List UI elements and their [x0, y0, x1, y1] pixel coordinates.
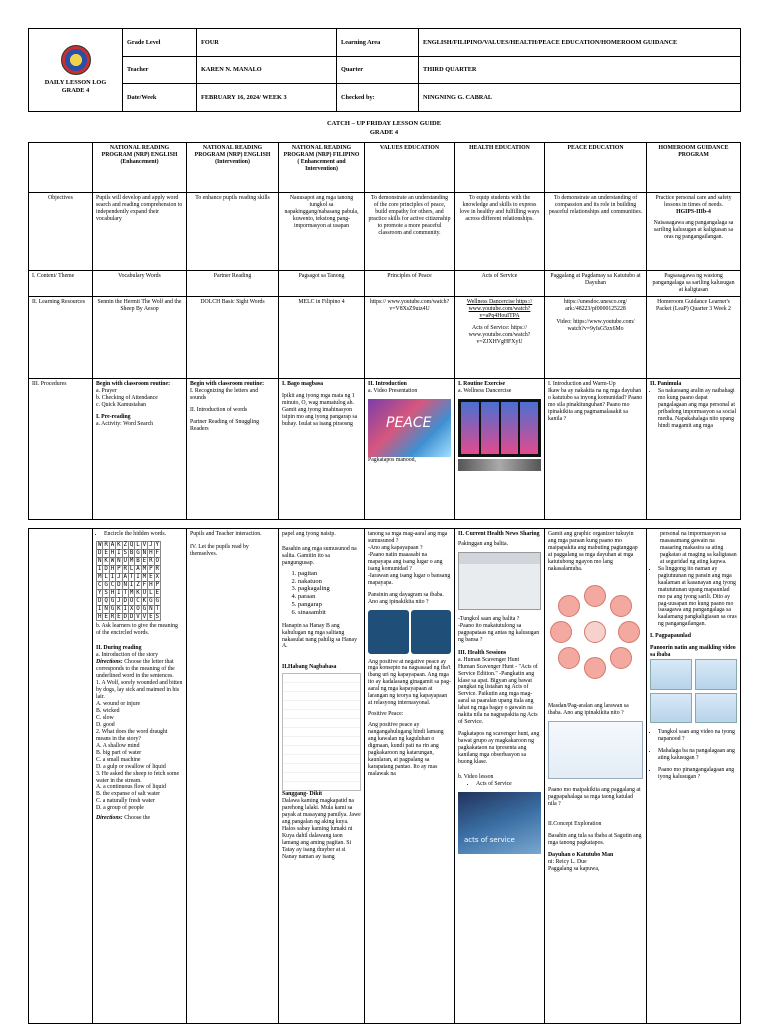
p2-eng-enh-dir-label: Directions: — [96, 659, 123, 666]
word-search-cell[interactable]: E — [142, 557, 147, 564]
word-search-cell[interactable]: L — [136, 541, 140, 548]
p2-val-1: tanong sa mga mag-aaral ang mga sumusunod ? — [368, 531, 448, 544]
column-header-row — [29, 143, 741, 193]
checked-label: Checked by: — [337, 84, 419, 112]
procedures-label: III. Procedures — [29, 378, 93, 519]
deped-seal-icon — [61, 45, 91, 75]
header-table — [28, 28, 741, 112]
proc-eng-enh-line-5: I. Pre-reading — [96, 413, 131, 420]
grade-level-value: FOUR — [197, 29, 337, 57]
p2-hea-5: III. Health Sessions — [458, 649, 507, 656]
obj-hg-code: HGIPS-IIIb-4 — [676, 208, 711, 215]
word-search-cell[interactable]: G — [149, 597, 153, 604]
col-header-health: HEALTH EDUCATION — [455, 143, 545, 193]
word-search-cell[interactable]: Y — [97, 589, 102, 596]
content-label: I. Content/ Theme — [29, 271, 93, 297]
word-search-cell[interactable]: G — [136, 549, 140, 556]
word-search-row — [97, 581, 161, 589]
obj-health: To equip students with the knowledge and skills to express love in healthy and fulfilling ways across different relationships. — [455, 193, 545, 271]
peace-video-thumbnail-text: PEACE — [386, 414, 432, 431]
word-search-cell[interactable]: K — [117, 541, 121, 548]
proc-fil-line-1: I. Bago magbasa — [282, 380, 324, 387]
checked-value: NINGNING G. CABRAL — [419, 84, 741, 112]
word-search-cell[interactable]: O — [129, 597, 134, 604]
p2-val-4: -Iarawan ang isang lugar o bansang mapayapa. — [368, 572, 451, 586]
proc-values — [365, 378, 455, 519]
word-search-cell[interactable]: D — [123, 613, 127, 620]
word-search-cell[interactable]: H — [110, 565, 115, 572]
word-search-cell[interactable]: M — [129, 589, 134, 596]
proc-eng-enh-line-6: a. Activity: Word Search — [96, 420, 154, 427]
proc-val-line-3: Pagkatapos manood, — [368, 456, 416, 463]
proc-pea-line-1: I. Introduction and Warm-Up — [548, 380, 616, 387]
p2-val-8: Ang positive peace ay nangangahulugang hindi lamang ang kawalan ng kaguluhan o digmaan, kundi pati na rin ang pagkakaroon ng katarungan, kaunlaran, at pagpalang sa karapatang pantao. Ito ay mas malawak na — [368, 722, 444, 777]
content-row — [29, 271, 741, 297]
question-line: B. big part of water — [96, 749, 142, 756]
word-search-row — [97, 589, 161, 597]
res-peace-video[interactable]: Video: https://www.youtube.com/ watch?v=9yIsG5zx6Mo — [556, 318, 635, 332]
proc-eng-int — [187, 378, 279, 519]
question-line: 1. A Wolf, sorely wounded and bitten by dogs, lay sick and maimed in his lair. — [96, 680, 183, 701]
word-search-grid — [96, 541, 161, 622]
p2-hea-1: II. Current Health News Sharing — [458, 531, 540, 537]
p2-eng-int — [187, 529, 279, 1024]
word-search-cell[interactable]: K — [142, 597, 147, 604]
word-search-cell[interactable]: Z — [136, 581, 140, 588]
word-search-row — [97, 613, 161, 621]
word-search-cell[interactable]: M — [97, 573, 102, 580]
word-search-cell[interactable]: R — [149, 557, 153, 564]
word-search-cell[interactable]: I — [129, 581, 134, 588]
p2-hea-9: b. Video lesson — [458, 773, 494, 780]
guide-grade-text: GRADE 4 — [369, 128, 399, 136]
word-search-cell[interactable]: H — [149, 549, 153, 556]
p2-eng-int-1: Pupils and Teacher interaction. — [190, 531, 262, 537]
word-search-cell[interactable]: J — [149, 541, 153, 548]
p2-eng-enh — [93, 529, 187, 1024]
word-search-cell[interactable]: G — [110, 597, 115, 604]
proc-hea-line-1: I. Routine Exercise — [458, 380, 506, 387]
word-search-cell[interactable]: B — [136, 557, 140, 564]
word-search-cell[interactable]: U — [123, 557, 127, 564]
proc-hg-line-2: • Sa nakaraang aralin ay naibahagi mo kung paano dapat pangalagaan ang mga personal at pribadong impormasyon sa social media. Napakahalaga nito upang hindi magamit ang mga — [658, 388, 737, 430]
res-fil: MELC in Filipino 4 — [279, 296, 365, 378]
question-line: B. wicked — [96, 707, 120, 714]
col-header-eng-int: NATIONAL READING PROGRAM (NRP) ENGLISH (Intervention) — [187, 143, 279, 193]
peace-video-thumbnail[interactable] — [368, 399, 451, 457]
content-eng-int: Partner Reading — [187, 271, 279, 297]
word-search-cell[interactable]: S — [123, 549, 127, 556]
guide-title — [0, 120, 768, 138]
word-search-cell[interactable]: I — [117, 589, 121, 596]
p2-hea-4: -Paano ito makatutulong sa pagpapataas ng antas ng kalusugan ng bansa ? — [458, 622, 540, 643]
graphic-organizer-flower — [548, 577, 643, 703]
word-search-cell[interactable]: C — [110, 581, 115, 588]
word-search-cell[interactable]: E — [149, 573, 153, 580]
word-search-cell[interactable]: E — [104, 613, 108, 620]
p2-fil — [279, 529, 365, 1024]
word-search-cell[interactable]: N — [117, 557, 121, 564]
p2-health — [455, 529, 545, 1024]
p2-pea-5: Basahin ang tula sa ibaba at Sagutin ang mga tanong pagkatapos. — [548, 833, 642, 847]
peace-diagram — [368, 610, 451, 654]
proc-eng-enh-line-3: b. Checking of Attendance — [96, 394, 158, 401]
word-search-cell[interactable]: G — [110, 605, 115, 612]
question-line: A. wound or injure — [96, 701, 141, 708]
obj-peace: To demonstrate an understanding of compassion and its role in building peaceful relationships and communities. — [545, 193, 647, 271]
content-fil: Pagsagot sa Tanong — [279, 271, 365, 297]
fil-word-5: 5. pangarap — [298, 601, 361, 609]
p2-eng-enh-dir-label-2: Directions: — [96, 815, 123, 822]
question-line: A. A shallow mind — [96, 742, 140, 749]
resources-label: II. Learning Resources — [29, 296, 93, 378]
word-search-cell[interactable]: X — [155, 573, 159, 580]
proc-hg-line-1: II. Panimula — [650, 380, 682, 387]
fil-word-2: 2. nakatuon — [298, 578, 361, 586]
p2-label-cell — [29, 529, 93, 1024]
p2-pea-7: ni: Reicy L. Due — [548, 859, 587, 866]
obj-hg-extra: Naisasagawa ang pangangalaga sa sariling kalusugan at kaligtasan sa oras ng pangangailangan. — [653, 219, 734, 240]
word-search-cell[interactable]: P — [117, 565, 121, 572]
acts-of-service-video-text: acts of service — [464, 835, 515, 844]
p2-eng-enh-meaning: b. Ask learners to give the meaning of the encircled words. — [96, 623, 178, 637]
word-search-row — [97, 597, 161, 605]
word-search-cell[interactable]: O — [136, 605, 140, 612]
col-header-eng-enh: NATIONAL READING PROGRAM (NRP) ENGLISH (Enhancement) — [93, 143, 187, 193]
word-search-cell[interactable]: Q — [129, 541, 134, 548]
word-search-cell[interactable]: A — [110, 541, 115, 548]
p2-val-7: Positive Peace: — [368, 711, 404, 718]
word-search-cell[interactable]: F — [142, 581, 147, 588]
proc-health — [455, 378, 545, 519]
p2-hg-2: • Sa linggong ito naman ay pagtutuunan ng pansin ang mga kaalaman at kasanayan ang iyong matututunan upang mapaunlad mo pa ang iyong sarili. Dito ay pag-uusapan mo kung paano mo isasagawa ang pangangalaga sa kaalamang pangkaligtasan sa oras ng pangangailangan. — [658, 566, 737, 629]
p2-fil-4: II.Habang Nagbabasa — [282, 664, 337, 671]
proc-pea-line-2: Ikaw ba ay nakakita na ng mga dayuhan o katutubo sa inyong komunidad? Paano mo sila pinakitunguhan? Paano mo ipinakikita ang pagmamalasakit sa kanila ? — [548, 387, 643, 422]
quarter-label: Quarter — [337, 56, 419, 84]
word-search-cell[interactable]: S — [155, 613, 159, 620]
p2-hg-4: Panoorin natin ang maikling video sa ibaba — [650, 645, 736, 659]
proc-hg — [647, 378, 741, 519]
col-header-values: VALUES EDUCATION — [365, 143, 455, 193]
word-search-cell[interactable]: R — [110, 613, 115, 620]
word-search-cell[interactable]: D — [123, 597, 127, 604]
proc-eng-enh-line-4: c. Quick Kamustahan — [96, 401, 147, 408]
fil-word-4: 4. paraan — [298, 593, 361, 601]
word-search-cell[interactable]: G — [104, 581, 108, 588]
two-boys-illustration — [282, 673, 361, 791]
p2-fil-1: papel ang iyong naisip. — [282, 531, 336, 537]
objectives-row — [29, 193, 741, 271]
question-line: B. the expanse of salt water — [96, 791, 161, 798]
dance-video-thumbnail[interactable] — [458, 399, 541, 457]
p2-hea-6: a. Human Scavenger Hunt — [458, 656, 520, 663]
word-search-cell[interactable]: J — [117, 573, 121, 580]
word-search-cell[interactable]: K — [136, 589, 140, 596]
word-search-cell[interactable]: D — [129, 613, 134, 620]
col-header-hg: HOMEROOM GUIDANCE PROGRAM — [647, 143, 741, 193]
date-label: Date/Week — [123, 84, 197, 112]
p2-fil-2: Basahin ang mga sumusunod na salita. Gamitin ito sa pangungusap. — [282, 545, 357, 566]
fil-word-1: 1. pagitan — [298, 570, 361, 578]
word-search-cell[interactable]: I — [97, 565, 102, 572]
p2-val-5: Pansinin ang dayagram sa ibaba. Ano ang ipinakikita nito ? — [368, 591, 444, 605]
word-search-cell[interactable]: X — [129, 605, 134, 612]
word-search-cell[interactable]: D — [117, 581, 121, 588]
word-search-cell[interactable]: P — [155, 581, 159, 588]
word-search-cell[interactable]: I — [97, 605, 102, 612]
p2-eng-int-2: IV. Let the pupils read by themselves. — [190, 543, 249, 557]
word-search-cell[interactable]: H — [110, 589, 115, 596]
word-search-cell[interactable]: D — [97, 549, 102, 556]
res-peace-link[interactable]: https://unesdoc.unesco.org/ ark:/48223/pf0000125228 — [563, 298, 628, 312]
word-search-cell[interactable]: R — [104, 541, 108, 548]
proc-eng-int-line-2: I. Recognizing the letters and sounds — [190, 387, 259, 401]
fil-word-6: 6. sinasambit — [298, 609, 361, 617]
res-health-extra[interactable]: Acts of Service: https:// www.youtube.com/watch? v=ZJXHVgHFXyU — [468, 324, 531, 345]
p2-eng-enh-encircle: • Encircle the hidden words. — [104, 531, 183, 538]
word-search-row — [97, 549, 161, 557]
obj-hg — [647, 193, 741, 271]
page-2 — [0, 528, 768, 1024]
date-value: FEBRUARY 16, 2024/ WEEK 3 — [197, 84, 337, 112]
word-search-cell[interactable]: T — [155, 605, 159, 612]
word-search-cell[interactable]: A — [136, 565, 140, 572]
word-search-cell[interactable]: W — [110, 557, 115, 564]
word-search-cell[interactable]: L — [129, 565, 134, 572]
word-search-cell[interactable]: T — [129, 573, 134, 580]
p2-values — [365, 529, 455, 1024]
question-line: A. a continuous flow of liquid — [96, 784, 166, 791]
word-search-cell[interactable]: S — [104, 589, 108, 596]
proc-eng-enh — [93, 378, 187, 519]
word-search-cell[interactable]: R — [123, 565, 127, 572]
p2-val-6: Ang positive at negative peace ay mga konsepto na nagsasaad ng iba't ibang uri ng kapayapaan. Ang mga ito ay kadalasang ginagamit sa pag-aaral ng mga kapayapaan at larangan ng teorya ng kapayapaan at relasyong internasyonal. — [368, 658, 451, 707]
objectives-label: Objectives — [29, 193, 93, 271]
question-line: 3. He asked the sheep to fetch some water in the stream. — [96, 770, 180, 784]
word-search-cell[interactable]: K — [104, 557, 108, 564]
res-peace — [545, 296, 647, 378]
p2-eng-enh-during: II. During reading — [96, 645, 142, 652]
word-search-cell[interactable]: M — [129, 557, 134, 564]
p2-val-3: -Paano natin maaasabi na mapayapa ang isang lugar o ang isang komunidad ? — [368, 551, 443, 572]
word-search-row — [97, 565, 161, 573]
word-search-row — [97, 557, 161, 565]
word-search-cell[interactable]: P — [149, 565, 153, 572]
word-search-cell[interactable]: L — [104, 573, 108, 580]
p2-pea-8: Paggalang sa kapuwa, — [548, 866, 600, 873]
proc-eng-int-line-1: Begin with classroom routine: — [190, 380, 265, 387]
word-search-cell[interactable]: F — [155, 549, 159, 556]
word-search-cell[interactable]: G — [142, 605, 147, 612]
proc-fil — [279, 378, 365, 519]
learning-area-value: ENGLISH/FILIPINO/VALUES/HEALTH/PEACE EDUCATION/HOMEROOM GUIDANCE — [419, 29, 741, 57]
col-header-peace: PEACE EDUCATION — [545, 143, 647, 193]
question-line: D. good — [96, 721, 115, 728]
p2-pea-1: Gamit ang graphic organizer tukuyin ang mga paraan kung paano mo maipapakita ang mabuting pagtanggap at paggalang sa mga dayuhan at mga katutubong ngayon mo lang nakasalamuha. — [548, 531, 638, 572]
word-search-cell[interactable]: L — [149, 589, 153, 596]
word-search-row — [97, 605, 161, 613]
content-hg: Pagsasagawa ng wastong pangangalaga sa sariling kalusugan at kaligtasan — [647, 271, 741, 297]
procedures-row — [29, 378, 741, 519]
learning-area-label: Learning Area — [337, 29, 419, 57]
content-peace: Paggalang at Pagdamay sa Katutubo at Dayuhan — [545, 271, 647, 297]
p2-peace — [545, 529, 647, 1024]
proc-val-line-2: a. Video Presentation — [368, 387, 418, 394]
res-eng-enh: Sennin the Hermit The Wolf and the Sheep By Aesop — [93, 296, 187, 378]
res-values[interactable]: https:// www.youtube.com/watch? v=V8XsZ9uiz4U — [365, 296, 455, 378]
word-search-cell[interactable]: V — [142, 541, 147, 548]
word-search-cell[interactable]: V — [142, 613, 147, 620]
word-search-cell[interactable]: V — [136, 613, 140, 620]
guide-title-text: CATCH – UP FRIDAY LESSON GUIDE — [326, 120, 442, 127]
school-label-2: GRADE 4 — [61, 87, 90, 94]
question-line: C. slow — [96, 714, 114, 721]
res-health — [455, 296, 545, 378]
obj-values: To demonstrate an understanding of the core principles of peace, build empathy for others, and practice skills for active citizenship to promote a more peaceful classroom and community. — [365, 193, 455, 271]
word-search-cell[interactable]: A — [123, 573, 127, 580]
p2-fil-story-title: Sanggang- Dikit — [282, 791, 323, 798]
resources-row — [29, 296, 741, 378]
word-search-cell[interactable]: J — [117, 597, 121, 604]
obj-fil: Nauusapot ang mga tanong tungkol sa napakinggang/nabasang pabula, kuwento, tekstong pang-impormasyon at usapan — [279, 193, 365, 271]
word-search-cell[interactable]: W — [97, 541, 102, 548]
p2-hg-5: • Tungkol saan ang video na iyong napanood ? — [658, 729, 737, 743]
quarter-value: THIRD QUARTER — [419, 56, 741, 84]
word-search-cell[interactable]: E — [104, 549, 108, 556]
word-search-cell[interactable]: N — [104, 605, 108, 612]
question-line: C. a naturally fresh water — [96, 798, 155, 805]
obj-eng-enh: Pupils will develop and apply word search and reading comprehension to independently expand their vocabulary — [93, 193, 187, 271]
word-search-cell[interactable]: Y — [155, 541, 159, 548]
word-search-cell[interactable]: Z — [123, 541, 127, 548]
school-logo-cell — [29, 29, 123, 112]
word-search-cell[interactable]: I — [136, 573, 140, 580]
p2-hg-3: I. Pagpapaunlad — [650, 633, 691, 640]
word-search-cell[interactable]: E — [117, 613, 121, 620]
word-search-cell[interactable]: O — [155, 557, 159, 564]
p2-fil-3: Hanapin sa Hanay B ang kahulugan ng mga salitang nakasulat nang pahilig sa Hanay A. — [282, 622, 358, 650]
word-search-cell[interactable]: T — [123, 589, 127, 596]
obj-hg-text: Practice personal care and safety lessons in times of needs. — [655, 195, 732, 208]
p2-eng-enh-during-a: a. Introduction of the story — [96, 652, 158, 659]
p2-pea-3: Paano mo maipakikita ang paggalang at pagpapahalaga sa mga taong katulad nila ? — [548, 786, 641, 807]
p2-eng-enh-dir: Choose the letter that corresponds to the meaning of the underlined word in the sentences. — [96, 659, 175, 680]
proc-eng-enh-line-1: Begin with classroom routine: — [96, 380, 171, 387]
proc-eng-int-line-3: II. Introduction of words — [190, 406, 248, 413]
content-values: Principles of Peace — [365, 271, 455, 297]
word-search-cell[interactable]: E — [155, 589, 159, 596]
word-search-cell[interactable]: C — [97, 581, 102, 588]
p2-hea-8: Pagkatapos ng scavenger hunt, ang bawat grupo ay magkakaroon ng pagkakataon na ipresenta ang kanilang mga obserbasyon sa buong klase. — [458, 731, 540, 766]
word-search-cell[interactable]: U — [142, 589, 147, 596]
proc-eng-enh-line-2: a. Prayer — [96, 387, 117, 394]
res-eng-int: DOLCH Basic Sight Words — [187, 296, 279, 378]
word-search-cell[interactable]: N — [149, 605, 153, 612]
word-search-cell[interactable]: D — [97, 597, 102, 604]
word-search-row — [97, 573, 161, 581]
content-eng-enh: Vocabulary Words — [93, 271, 187, 297]
word-search-cell[interactable]: I — [123, 605, 127, 612]
lesson-table-page-1 — [28, 142, 741, 520]
grade-level-label: Grade Level — [123, 29, 197, 57]
dance-video-strip — [458, 459, 541, 471]
word-search-cell[interactable]: K — [117, 605, 121, 612]
word-search-cell[interactable]: B — [129, 549, 134, 556]
question-line: D. a group of people — [96, 805, 144, 812]
school-label-1: DAILY LESSON LOG — [44, 79, 107, 87]
p2-pea-6: Dayuhan o Katutubo Man — [548, 852, 614, 859]
p2-hea-3: -Tungkol saan ang balita ? — [458, 615, 520, 622]
p2-pea-4: II.Concept Exploration — [548, 821, 602, 828]
proc-eng-int-line-4: Partner Reading of Snuggling Readers — [190, 418, 260, 432]
comprehension-questions — [96, 680, 183, 812]
p2-val-2: -Ano ang kapayapaan ? — [368, 544, 423, 551]
proc-val-line-1: II. Introduction — [368, 380, 407, 387]
word-search-cell[interactable]: D — [104, 565, 108, 572]
word-search-cell[interactable]: E — [149, 613, 153, 620]
word-search-cell[interactable]: Q — [104, 597, 108, 604]
word-search-cell[interactable]: N — [97, 557, 102, 564]
word-search-cell[interactable]: H — [149, 581, 153, 588]
word-search-cell[interactable]: M — [142, 573, 147, 580]
word-search-cell[interactable]: N — [142, 549, 147, 556]
proc-hea-line-2: a. Wellness Dancercise — [458, 387, 512, 394]
word-search-row — [97, 541, 161, 549]
res-hg: Homeroom Guidance Learner's Packet (LeaP) Quarter 3 Week 2 — [647, 296, 741, 378]
question-line: 2. What does the word draught means in the story? — [96, 728, 168, 742]
p2-hea-2: Pakinggan ang balita. — [458, 540, 509, 547]
word-search-cell[interactable]: H — [110, 549, 115, 556]
teacher-value: KAREN N. MANALO — [197, 56, 337, 84]
people-illustration — [548, 721, 643, 779]
p2-fil-story: Dalawa kaming magkapatid na parehong lalaki. Mula kami sa payak at masayang pamilya. Jawe ang pangalan ng aking kuya. Halos sabay kaming lumaki ni Kuya dahil dalawang taon lamang ang aming pagitan. Si Tatay ay isang drayber at si Nanay naman ay isang — [282, 798, 361, 860]
word-search-cell[interactable]: I — [110, 573, 115, 580]
video-screenshots[interactable] — [650, 659, 737, 723]
p2-hea-10: • Acts of Service — [476, 781, 541, 788]
res-health-link[interactable]: Wellness Dancercise https:// www.youtube.com/watch? v=aPq4HouITPA — [466, 298, 533, 319]
word-search-cell[interactable]: H — [97, 613, 102, 620]
word-search-cell[interactable]: I — [117, 549, 121, 556]
p2-hea-7: Human Scavenger Hunt - "Acts of Service Edition." -Pangkatin ang klase sa apat. Bigyan ang bawat pangkat ng listahan ng Acts of Service. Paikutin ang mga mag-aaral sa paaralan upang itala ang lahat ng mga bagay o gawain na nakita nila na nagpapakita ng Acts of Service. — [458, 663, 538, 726]
news-clipping-image — [458, 552, 541, 610]
teacher-label: Teacher — [123, 56, 197, 84]
p2-hg-1: personal na impormasyon sa masasamang gawain na maaaring makasira sa ating pagkatao at maging sa kaligtasan at seguridad ng ating kapwa. — [660, 531, 737, 565]
p2-hg-7: • Paano mo pinangangalagaan ang iyong kalusugan ? — [658, 767, 737, 781]
acts-of-service-video-thumbnail[interactable] — [458, 792, 541, 854]
proc-fil-line-2: Ipikit ang iyong mga mata ng 1 minuto, O, wag mamatulog ah. Gamit ang iyong imahinasyon isipin mo ang iyong pangarap sa buhay. Isulat sa isang piraosng — [282, 392, 358, 427]
question-line: D. a gulp or swallow of liquid — [96, 763, 166, 770]
word-search-cell[interactable]: N — [123, 581, 127, 588]
p2-hg-6: • Mahalaga ba na pangalagaan ang ating kalusugan ? — [658, 748, 737, 762]
p2-eng-enh-dir2: Choose the — [124, 815, 151, 822]
content-health: Acts of Service — [455, 271, 545, 297]
corner-cell — [29, 143, 93, 193]
word-search-cell[interactable]: M — [142, 565, 147, 572]
lesson-table-page-2 — [28, 528, 741, 1024]
word-search-cell[interactable]: C — [136, 597, 140, 604]
p2-pea-2: Masdan/Pag-aralan ang larawan sa ibaba. Ano ang ipinakikita nito ? — [548, 702, 629, 716]
proc-peace — [545, 378, 647, 519]
col-header-fil: NATIONAL READING PROGRAM (NRP) FILIPINO ( Enhancement and Intervention) — [279, 143, 365, 193]
question-line: C. a small machine — [96, 756, 141, 763]
fil-word-3: 3. pagkagaling — [298, 585, 361, 593]
word-search-cell[interactable]: G — [155, 597, 159, 604]
word-search-cell[interactable]: R — [155, 565, 159, 572]
p2-hg — [647, 529, 741, 1024]
obj-eng-int: To enhance pupils reading skills — [187, 193, 279, 271]
